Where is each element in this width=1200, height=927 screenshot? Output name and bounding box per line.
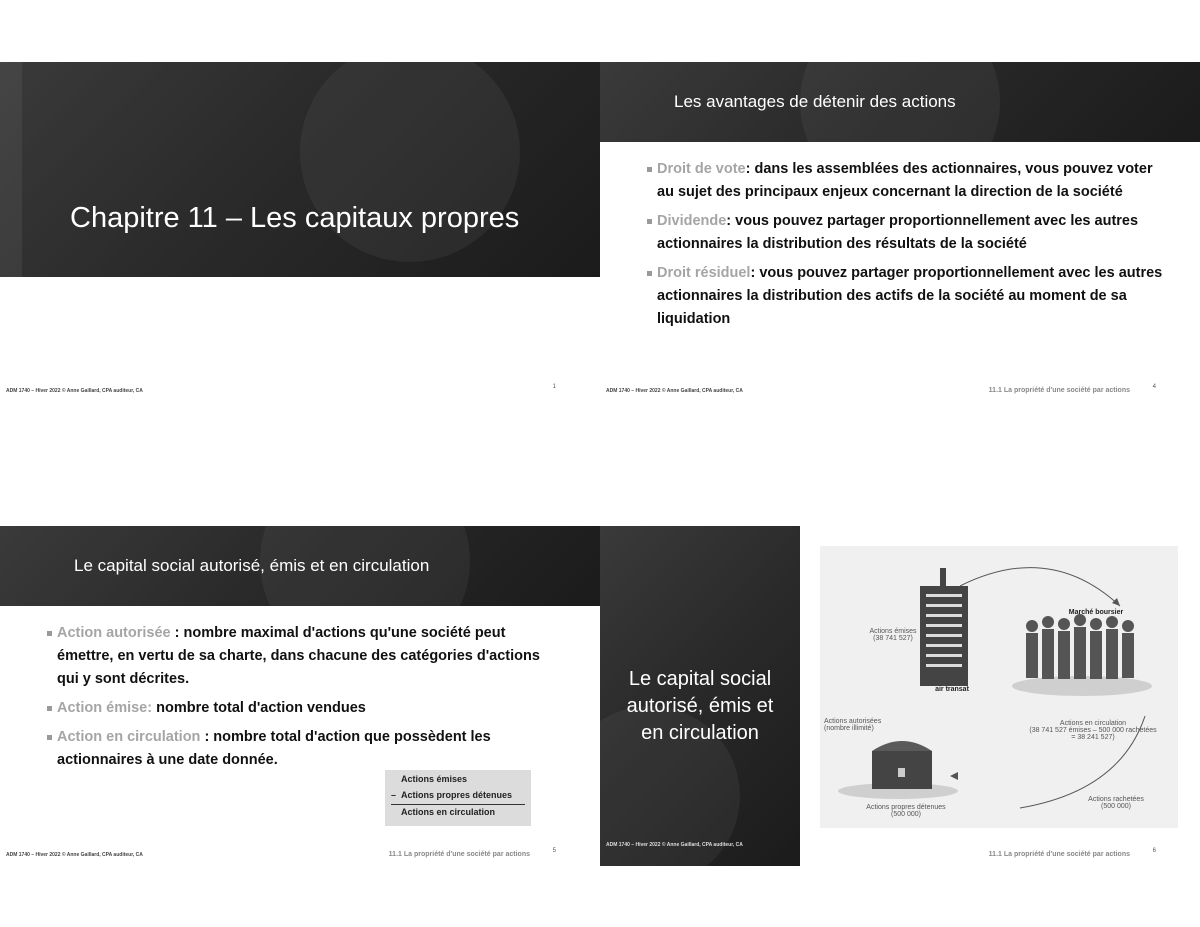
outstanding-value: (38 741 527 émises – 500 000 rachetées [1029,727,1157,734]
issued-label: Actions émises [869,628,917,635]
definition: nombre total d'action vendues [152,700,366,716]
definition: : nombre total d'action que possèdent les actionnaires à une date donnée. [57,729,491,768]
treasury-label: Actions propres détenues [866,804,946,811]
list-item [57,622,562,691]
term: Droit de vote [657,161,746,177]
arrow-issue [960,568,1120,606]
bullet-icon [647,271,652,276]
page-number: 1 [552,384,556,390]
arrow-head [950,772,958,780]
slide-title [600,666,800,747]
definition: : nombre maximal d'actions qu'une société peut émettre, en vertu de sa charte, dans chacune des catégories d'actions qui y sont décrites. [57,625,540,687]
slide-capital-diagram [600,526,1200,876]
repurchased-value: (500 000) [1101,803,1131,810]
definition: : vous pouvez partager proportionnellement avec les autres actionnaires la distribution des actifs de la société au moment de sa liquidation [657,265,1163,327]
term: Action émise: [57,700,153,716]
footer-section: 11.1 La propriété d'une société par actions [988,387,1130,394]
bullet-list [57,622,562,778]
treasury-chest-icon [838,741,958,799]
bullet-icon [647,167,652,172]
company-name: air transat [935,686,969,693]
term: Dividende [657,213,727,229]
decorative-strip [0,62,22,277]
formula-divider [391,804,525,805]
repurchased-shares-label [1076,796,1156,810]
bullet-icon [47,735,52,740]
bullet-list [657,158,1167,337]
treasury-shares-label [856,804,956,818]
list-item [657,158,1167,204]
issued-value: (38 741 527) [873,635,913,642]
title-panel [600,526,800,866]
bullet-icon [47,706,52,711]
slide-capital-definitions [0,526,600,876]
authorized-value: (nombre illimité) [824,725,874,732]
slide-chapter-title [0,62,600,412]
arrow-head [1112,598,1120,606]
term: Action en circulation [57,729,201,745]
footer-copyright: ADM 1740 – Hiver 2022 © Anne Gaillard, CPA auditeur, CA [606,388,743,394]
definition: : dans les assemblées des actionnaires, vous pouvez voter au sujet des principaux enjeux concernant la direction de la société [657,161,1153,200]
repurchased-label: Actions rachetées [1088,796,1144,803]
slide-title: Le capital social autorisé, émis et en circulation [74,556,430,575]
page-number: 4 [1152,384,1156,390]
list-item [657,210,1167,256]
title-line: Le capital social [628,668,772,690]
footer-copyright: ADM 1740 – Hiver 2022 © Anne Gaillard, CPA auditeur, CA [6,388,143,394]
list-item [657,262,1167,331]
footer-copyright: ADM 1740 – Hiver 2022 © Anne Gaillard, CPA auditeur, CA [606,842,743,848]
market-label: Marché boursier [1068,609,1124,616]
treasury-value: (500 000) [891,811,921,818]
authorized-label: Actions autorisées [824,718,882,725]
slide-header [600,62,1200,142]
formula-outstanding: Actions en circulation [401,807,496,817]
title-line: en circulation [641,722,759,744]
slide-header [0,526,600,606]
formula-minus-sign: – [391,790,397,800]
formula-treasury: Actions propres détenues [401,790,513,800]
outstanding-shares-label [1010,720,1176,741]
slide-title: Les avantages de détenir des actions [674,92,956,111]
diagram-graphics [820,546,1178,828]
title-banner [0,62,600,277]
investors-crowd-icon [1012,614,1152,696]
footer-section: 11.1 La propriété d'une société par actions [388,851,530,858]
footer-section: 11.1 La propriété d'une société par actions [988,851,1130,858]
footer-copyright: ADM 1740 – Hiver 2022 © Anne Gaillard, CPA auditeur, CA [6,852,143,858]
outstanding-label: Actions en circulation [1059,720,1127,727]
formula-box [385,770,531,826]
formula-issued: Actions émises [401,774,468,784]
list-item [57,697,562,720]
chapter-title: Chapitre 11 – Les capitaux propres [70,202,520,234]
definition: : vous pouvez partager proportionnellement avec les autres actionnaires la distribution des résultats de la société [657,213,1139,252]
bullet-icon [47,631,52,636]
page-number: 5 [552,848,556,854]
term: Droit résiduel [657,265,751,281]
outstanding-value-total: = 38 241 527) [1071,734,1115,741]
term: Action autorisée [57,625,171,641]
list-item [57,726,562,772]
title-line: autorisé, émis et [626,695,774,717]
slide-advantages [600,62,1200,412]
bullet-icon [647,219,652,224]
authorized-shares-label [824,718,894,732]
capital-flow-diagram [820,546,1178,828]
page-number: 6 [1152,848,1156,854]
issued-shares-label [858,628,928,642]
